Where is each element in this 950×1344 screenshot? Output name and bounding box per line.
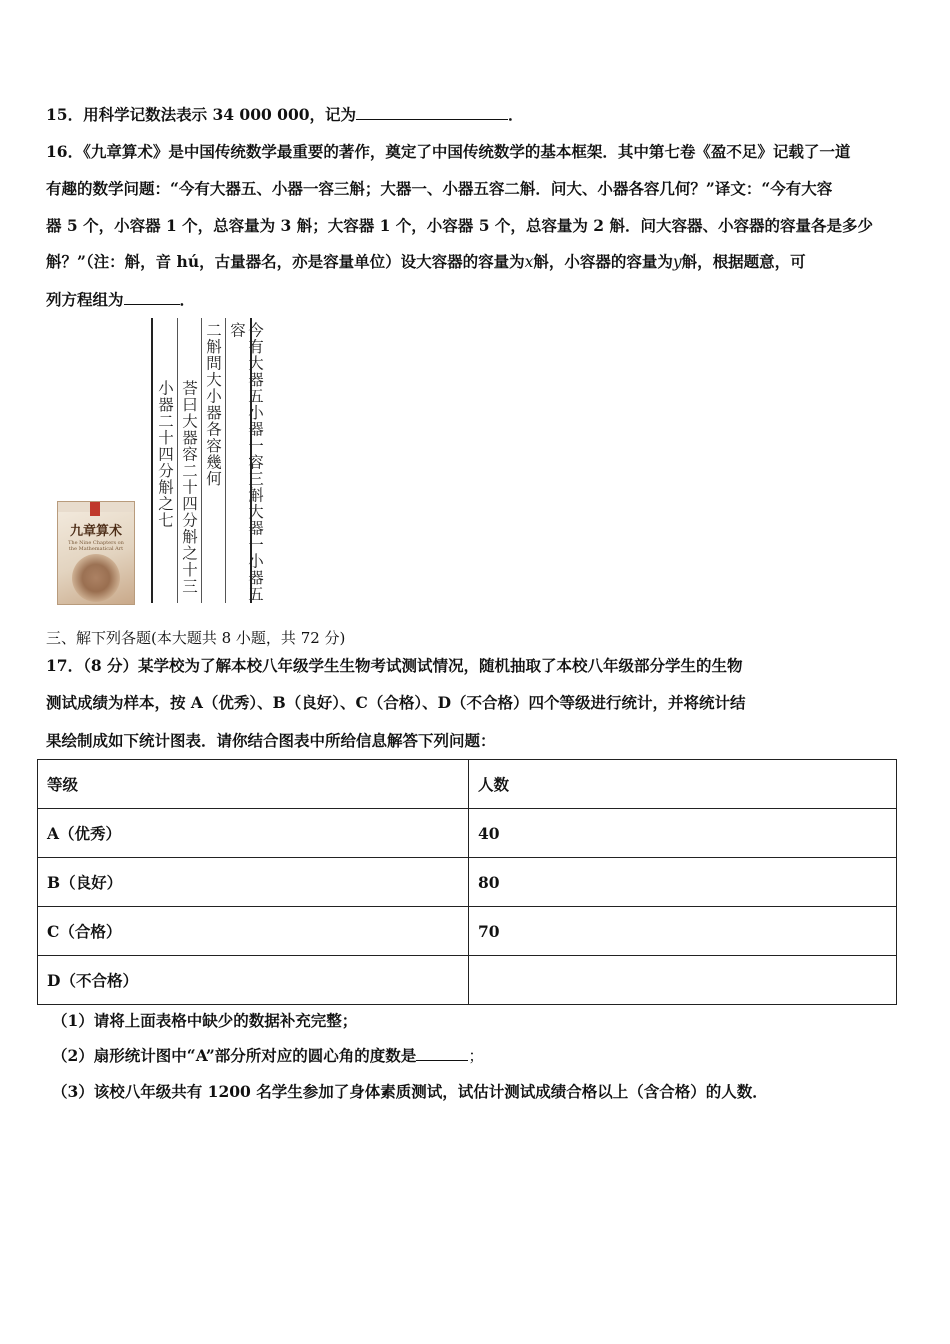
table-row — [38, 858, 897, 907]
table-header-count: 人数 — [469, 760, 897, 809]
classical-text-column-1: 今有大器五小器一容三斛大器一小器五容 — [228, 322, 264, 603]
answer-blank-15[interactable] — [356, 105, 508, 120]
table-header-row — [38, 760, 897, 809]
table-cell-count: 40 — [469, 809, 897, 858]
book-cover-ornament — [72, 554, 120, 602]
book-cover-subtitle: The Nine Chapters on the Mathematical Art — [68, 540, 124, 552]
question-15: 15．用科学记数法表示 34 000 000，记为 ． — [46, 105, 524, 124]
table-header-grade: 等级 — [38, 760, 469, 809]
table-row — [38, 907, 897, 956]
grade-count-table — [37, 759, 897, 1005]
table-cell-grade: C（合格） — [38, 907, 469, 956]
book-cover-title: 九章算术 — [69, 524, 122, 539]
question-16-line-3: 器 5 个，小容器 1 个，总容量为 3 斛；大容器 1 个，小容器 5 个，总容量为 2 斛．问大容器、小容器的容量各是多少 — [46, 216, 873, 235]
question-17-part-3: （3）该校八年级共有 1200 名学生参加了身体素质测试，试估计测试成绩合格以上（含合格）的人数． — [52, 1082, 768, 1101]
classical-text-image — [151, 318, 264, 603]
question-16-line-4: 斛？”（注：斛，音 hú，古量器名，亦是容量单位）设大容器的容量为x斛，小容器的容量为y斛，根据题意，可 — [46, 252, 806, 271]
table-cell-count: 80 — [469, 858, 897, 907]
answer-blank-17-2[interactable] — [416, 1046, 468, 1061]
question-17-part-2: （2）扇形统计图中“A”部分所对应的圆心角的度数是 ； — [52, 1046, 484, 1065]
book-cover-image — [57, 501, 135, 605]
question-17-line-1: 17．（8 分）某学校为了解本校八年级学生生物考试测试情况，随机抽取了本校八年级部分学生的生物 — [46, 656, 743, 675]
question-17-part-1: （1）请将上面表格中缺少的数据补充完整； — [52, 1011, 358, 1030]
question-17-line-3: 果绘制成如下统计图表．请你结合图表中所给信息解答下列问题： — [46, 731, 496, 750]
table-cell-grade: D（不合格） — [38, 956, 469, 1005]
variable-x: x — [524, 253, 534, 271]
variable-y: y — [672, 253, 682, 271]
section-3-heading: 三、解下列各题(本大题共 8 小题，共 72 分) — [46, 629, 346, 647]
question-17-line-2: 测试成绩为样本，按 A（优秀）、B（良好）、C（合格）、D（不合格）四个等级进行统计，并将统计结 — [46, 693, 746, 712]
table-cell-count: 70 — [469, 907, 897, 956]
question-16-line-5: 列方程组为 ． — [46, 290, 196, 309]
classical-text-column-3: 荅曰大器容二十四分斛之十三 — [180, 380, 198, 595]
table-cell-count-blank[interactable] — [469, 956, 897, 1005]
question-16-line-2: 有趣的数学问题：“今有大器五、小器一容三斛；大器一、小器五容二斛．问大、小器各容几何？”译文：“今有大容 — [46, 179, 833, 198]
classical-text-column-4: 小器二十四分斛之七 — [156, 380, 174, 529]
question-15-text: 15．用科学记数法表示 34 000 000，记为 — [46, 105, 357, 124]
table-cell-grade: B（良好） — [38, 858, 469, 907]
classical-text-column-2: 二斛問大小器各容幾何 — [204, 322, 222, 487]
answer-blank-16[interactable] — [124, 290, 180, 305]
question-16-line-1: 16．《九章算术》是中国传统数学最重要的著作，奠定了中国传统数学的基本框架．其中第七卷《盈不足》记载了一道 — [46, 142, 851, 161]
table-cell-grade: A（优秀） — [38, 809, 469, 858]
table-row — [38, 809, 897, 858]
table-row — [38, 956, 897, 1005]
